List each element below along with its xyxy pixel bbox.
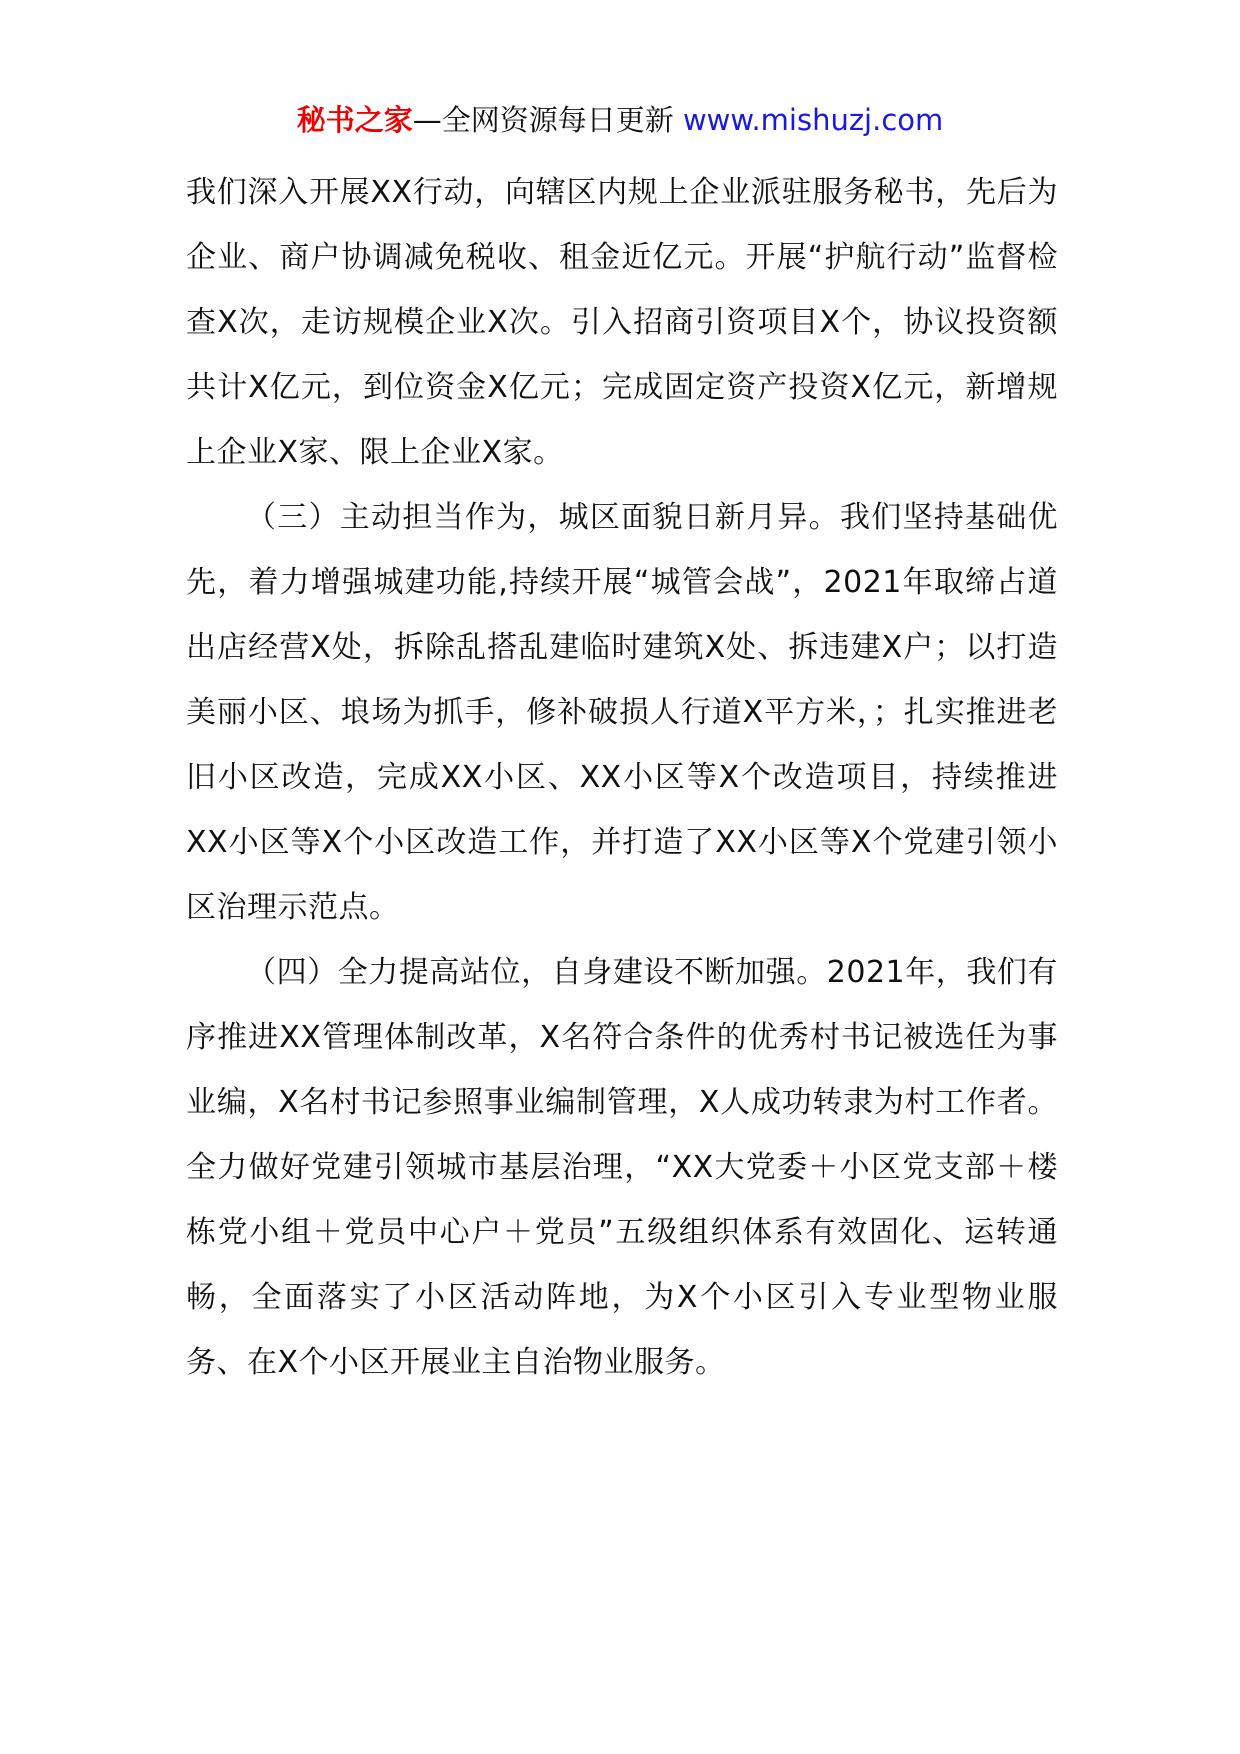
paragraph-continued: 我们深入开展XX行动，向辖区内规上企业派驻服务秘书，先后为企业、商户协调减免税收、租金近亿元。开展“护航行动”监督检查X次，走访规模企业X次。引入招商引资项目X个，协议投资额共计X亿元，到位资金X亿元；完成固定资产投资X亿元，新增规上企业X家、限上企业X家。 bbox=[186, 175, 1058, 470]
site-url-link[interactable]: www.mishuzj.com bbox=[682, 103, 944, 137]
header-tagline: —全网资源每日更新 bbox=[412, 103, 674, 137]
paragraph-section-four: （四）全力提高站位，自身建设不断加强。2021年，我们有序推进XX管理体制改革，X名符合条件的优秀村书记被选任为事业编，X名村书记参照事业编制管理，X人成功转隶为村工作者。全力做好党建引领城市基层治理，“XX大党委＋小区党支部＋楼栋党小组＋党员中心户＋党员”五级组织体系有效固化、运转通畅，全面落实了小区活动阵地，为X个小区引入专业型物业服务、在X个小区开展业主自治物业服务。 bbox=[186, 955, 1058, 1380]
page-header bbox=[0, 100, 1240, 140]
paragraph-section-three: （三）主动担当作为，城区面貌日新月异。我们坚持基础优先，着力增强城建功能,持续开展“城管会战”，2021年取缔占道出店经营X处，拆除乱搭乱建临时建筑X处、拆违建X户；以打造美丽小区、埌场为抓手，修补破损人行道X平方米，；扎实推进老旧小区改造，完成XX小区、XX小区等X个改造项目，持续推进XX小区等X个小区改造工作，并打造了XX小区等X个党建引领小区治理示范点。 bbox=[186, 500, 1058, 925]
brand-name: 秘书之家 bbox=[296, 103, 413, 137]
document-body bbox=[186, 160, 1058, 1395]
